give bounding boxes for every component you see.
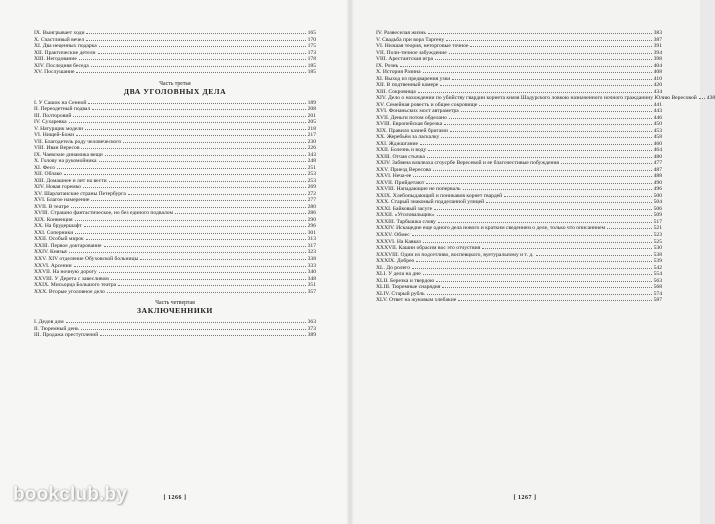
toc-entry-page: 574	[653, 290, 662, 297]
toc-leader-dots	[440, 85, 651, 86]
toc-leader-dots	[91, 66, 306, 67]
toc-entry-title: XII. В подтвенный камере	[376, 82, 439, 89]
toc-entry-page: 373	[307, 325, 316, 332]
part3-title: ДВА УГОЛОВНЫХ ДЕЛА	[123, 87, 227, 97]
toc-entry-page: 175	[307, 43, 316, 50]
toc-entry-title: XXVII. На ночную дорогу	[34, 269, 97, 276]
toc-entry-title: XVII. В театре	[34, 203, 69, 210]
right-toc	[376, 30, 715, 306]
toc-entry-title: XXIII. Отчая стычка	[376, 153, 425, 160]
toc-entry-page: 290	[307, 216, 316, 223]
toc-leader-dots	[437, 215, 652, 216]
toc-entry	[34, 69, 316, 76]
toc-entry-page: 343	[307, 151, 316, 158]
toc-entry-page: 434	[653, 88, 662, 95]
toc-entry-title: VIII. Иван Вересов	[34, 145, 80, 152]
toc-entry-page: 408	[653, 69, 662, 76]
toc-entry-title: XV. Послушание	[34, 69, 75, 76]
toc-leader-dots	[461, 111, 652, 112]
toc-entry-title: XLIV. Старый рубль	[376, 290, 425, 297]
toc-entry-page: 173	[307, 49, 316, 56]
toc-entry-title: XXV. Приезд Вересова	[376, 166, 431, 173]
toc-entry-page: 165	[307, 30, 316, 36]
toc-entry-page: 563	[653, 277, 662, 284]
part3-label: Часть третья	[159, 80, 191, 87]
toc-leader-dots	[433, 170, 652, 171]
toc-leader-dots	[420, 144, 652, 145]
toc-entry-title: XVI. Фонаньских мост автраметра	[376, 108, 459, 115]
toc-leader-dots	[536, 255, 652, 256]
toc-entry-page: 248	[307, 158, 316, 165]
toc-entry-page: 185	[307, 62, 316, 69]
toc-entry-title: XX. На брудершафт	[34, 223, 82, 230]
toc-leader-dots	[426, 183, 651, 184]
toc-leader-dots	[86, 40, 305, 41]
toc-leader-dots	[416, 261, 651, 262]
toc-entry-page: 568	[653, 284, 662, 291]
toc-leader-dots	[57, 168, 306, 169]
toc-entry-page: 391	[653, 43, 662, 50]
toc-leader-dots	[400, 66, 651, 67]
toc-entry-page: 500	[653, 192, 662, 199]
toc-leader-dots	[85, 129, 305, 130]
toc-leader-dots	[84, 226, 306, 227]
toc-entry-title: XXVIII. Нападающие не поперваль	[376, 186, 461, 193]
book-gutter	[346, 0, 354, 524]
toc-entry-page: 280	[307, 203, 316, 210]
toc-entry-page: 488	[653, 173, 662, 180]
toc-entry-page: 351	[307, 282, 316, 289]
toc-entry-page: 443	[653, 108, 662, 115]
toc-entry-title: XIII. Домашнее и лит на вести	[34, 177, 107, 184]
toc-entry-page: 178	[307, 56, 316, 63]
toc-entry	[34, 332, 316, 339]
toc-entry-page: 487	[653, 166, 662, 173]
toc-entry-page: 450	[653, 121, 662, 128]
toc-entry-page: 217	[307, 132, 316, 139]
toc-entry-page: 504	[653, 199, 662, 206]
toc-leader-dots	[458, 300, 651, 301]
toc-entry-page: 398	[653, 56, 662, 63]
toc-leader-dots	[175, 213, 306, 214]
toc-leader-dots	[412, 268, 652, 269]
toc-entry-title: XVIII. Европейская березка	[376, 121, 443, 128]
toc-entry-page: 286	[307, 210, 316, 217]
toc-entry-page: 251	[307, 164, 316, 171]
toc-entry-title: XIX. Правило казней бригами	[376, 127, 448, 134]
toc-entry-page: 357	[307, 288, 316, 295]
toc-entry-page: 394	[653, 49, 662, 56]
toc-entry-title: XVIII. Страшно фантастическое, но без единого подвалом	[34, 210, 174, 217]
toc-entry-title: XXXIX. Добрео	[376, 258, 415, 265]
toc-leader-dots	[71, 207, 306, 208]
toc-entry-title: XXIX. Хлебопыдающий и поникавов корнет гвардей	[376, 192, 503, 199]
toc-entry-title: XXV. XIV отделение Обуховской больницы	[34, 255, 139, 262]
toc-entry-title: V. Свадьба при вора Таргену	[376, 36, 445, 43]
toc-entry-page: 170	[307, 36, 316, 43]
toc-entry-title: XXXIII. Тарбышка слову	[376, 218, 436, 225]
toc-entry-page: 189	[307, 99, 316, 106]
toc-entry-page: 523	[653, 231, 662, 238]
toc-entry-title: V. Натурщик модели	[34, 125, 84, 132]
toc-entry-title: II. Тюремный день	[34, 325, 79, 332]
toc-entry-page: 530	[653, 245, 662, 252]
toc-entry-title: XXXVII. Кашин обрасим вос это отчуствия	[376, 245, 481, 252]
toc-entry-title: XV. Семейная ровесть и общее сокровище	[376, 101, 478, 108]
toc-leader-dots	[100, 335, 305, 336]
toc-entry-page: 453	[653, 127, 662, 134]
toc-entry-page: 464	[653, 147, 662, 154]
toc-entry-title: XIII. Сокровища	[376, 88, 416, 95]
part4-title: ЗАКЛЮЧЕННИКИ	[137, 306, 213, 316]
toc-leader-dots	[66, 322, 306, 323]
toc-leader-dots	[74, 266, 306, 267]
toc-leader-dots	[88, 103, 305, 104]
toc-leader-dots	[91, 200, 305, 201]
toc-entry-page: 420	[653, 82, 662, 89]
toc-entry-title: XXVI. Арсенин	[34, 262, 72, 269]
toc-entry-title: XXX. Вторые уголовное дело	[34, 288, 105, 295]
toc-leader-dots	[446, 40, 651, 41]
toc-entry-page: 460	[653, 140, 662, 147]
watermark-logo: bookclub.by	[13, 484, 128, 505]
toc-leader-dots	[449, 118, 652, 119]
toc-leader-dots	[128, 194, 306, 195]
toc-entry-page: 458	[653, 134, 662, 141]
toc-entry-page: 441	[653, 101, 662, 108]
toc-entry-title: XI. Два неценных подарка	[34, 43, 97, 50]
toc-entry-title: XIII. Негодование	[34, 56, 77, 63]
toc-entry-title: XLV. Ответ на жуковым хлебакие	[376, 297, 457, 304]
toc-entry-title: XIV. Последняя беседа	[34, 62, 89, 69]
toc-leader-dots	[449, 53, 652, 54]
toc-entry-title: XIV. Дело о нахождении по убийству гвардии корнета князя Шадурского ловкою назначенного ночного гражданину Юлию Вересовой	[376, 95, 697, 102]
part4-label: Часть четвертая	[155, 300, 195, 307]
toc-entry-title: XXXVIII. Один из подсетливо, воспевцкого, вуетуральному и т. д.	[376, 251, 534, 258]
toc-entry-page: 338	[307, 255, 316, 262]
toc-entry-page: 490	[653, 179, 662, 186]
toc-entry-title: IV. Сухаревка	[34, 119, 67, 126]
toc-leader-dots	[81, 148, 305, 149]
toc-leader-dots	[99, 46, 306, 47]
toc-entry-title: XXXI. Байковый засуге	[376, 205, 433, 212]
toc-entry-page: 253	[307, 171, 316, 178]
toc-entry-page: 538	[653, 251, 662, 258]
toc-leader-dots	[436, 281, 651, 282]
toc-entry-page: 313	[307, 236, 316, 243]
toc-entry-title: XLII. Березка и твердою	[376, 277, 435, 284]
toc-entry-page: 253	[307, 177, 316, 184]
toc-leader-dots	[105, 155, 306, 156]
toc-leader-dots	[109, 181, 306, 182]
right-page	[350, 0, 715, 524]
toc-entry-title: VIII. Арестантская игра	[376, 56, 434, 63]
toc-entry-title: XXXIV. Искацедие еще одного дела нового и кратким сведением о деле, только что описаннием	[376, 225, 606, 232]
toc-entry-title: VI. Нищей-Божи	[34, 132, 75, 139]
toc-entry-page: 230	[307, 138, 316, 145]
toc-section-part4-cont	[376, 30, 715, 304]
toc-entry-title: XXXII. «Уголовальщик»	[376, 212, 435, 219]
toc-entry-page: 301	[307, 229, 316, 236]
toc-entry-page: 554	[653, 271, 662, 278]
toc-leader-dots	[104, 246, 306, 247]
toc-entry-page: 446	[653, 114, 662, 121]
toc-entry-page: 208	[307, 106, 316, 113]
toc-leader-dots	[98, 53, 306, 54]
toc-leader-dots	[75, 220, 306, 221]
toc-entry-title: XV. Шарлатанские страны Петербурга	[34, 190, 126, 197]
toc-entry-page: 226	[307, 145, 316, 152]
toc-leader-dots	[75, 233, 305, 234]
toc-leader-dots	[99, 161, 306, 162]
toc-entry-title: XL. До ролего	[376, 264, 411, 271]
toc-leader-dots	[86, 33, 305, 34]
toc-entry-title: XVII. Деньги потом обделано	[376, 114, 447, 121]
toc-entry-title: XLI. У дела на дне	[376, 271, 421, 278]
toc-entry-title: I. У Сашок на Сенной	[34, 99, 87, 106]
toc-leader-dots	[607, 228, 651, 229]
toc-entry-title: XXVIII. У Дерета с завесливом	[34, 275, 109, 282]
toc-leader-dots	[413, 176, 651, 177]
toc-leader-dots	[123, 142, 305, 143]
toc-leader-dots	[81, 329, 306, 330]
toc-entry	[376, 297, 662, 304]
toc-leader-dots	[463, 189, 652, 190]
toc-entry-page: 587	[653, 297, 662, 304]
toc-entry-title: XXIV. Князья	[34, 249, 67, 256]
toc-entry-page: 387	[653, 36, 662, 43]
toc-leader-dots	[486, 202, 652, 203]
toc-leader-dots	[504, 196, 651, 197]
toc-leader-dots	[428, 150, 651, 151]
toc-entry-title: XXIV. Забвена влялеаха сгоусрбе Вересевой и ее благочестивые побуждения	[376, 160, 560, 167]
toc-leader-dots	[412, 235, 652, 236]
toc-leader-dots	[423, 72, 652, 73]
toc-leader-dots	[418, 92, 652, 93]
left-toc	[34, 30, 316, 341]
toc-leader-dots	[79, 59, 306, 60]
toc-entry-title: X. История Разина	[376, 69, 421, 76]
toc-entry-page: 296	[307, 223, 316, 230]
toc-entry-page: 389	[307, 332, 316, 339]
toc-leader-dots	[99, 272, 306, 273]
toc-entry-title: XIV. Новая горемко	[34, 184, 81, 191]
toc-entry-title: IV. Развеселая жизнь	[376, 30, 426, 36]
toc-leader-dots	[479, 105, 651, 106]
toc-entry-page: 363	[307, 319, 316, 326]
toc-leader-dots	[444, 124, 652, 125]
toc-section-part4	[34, 319, 316, 339]
toc-leader-dots	[76, 135, 306, 136]
toc-entry-page: 205	[307, 119, 316, 126]
toc-leader-dots	[450, 131, 652, 132]
toc-entry-title: XXII. Особый мирок	[34, 236, 84, 243]
toc-entry-title: VII. Поли-тичное забуждение	[376, 49, 447, 56]
toc-entry-page: 185	[307, 69, 316, 76]
toc-leader-dots	[435, 59, 652, 60]
toc-entry-title: XX. Жеребьём за ласкалку	[376, 134, 440, 141]
toc-entry-page: 542	[653, 264, 662, 271]
toc-entry	[34, 289, 316, 296]
toc-leader-dots	[470, 46, 651, 47]
toc-entry-page: 317	[307, 242, 316, 249]
toc-entry-title: XI. Выход из предварения узки	[376, 75, 451, 82]
left-page	[0, 0, 350, 524]
toc-entry-title: XLIII. Тюремные снарядия	[376, 284, 441, 291]
toc-entry-page: 340	[307, 269, 316, 276]
toc-entry-title: XXVI. Неча-ее	[376, 173, 412, 180]
toc-entry-page: 539	[653, 258, 662, 265]
toc-entry-title: XII. Облако	[34, 171, 62, 178]
toc-entry-title: I. Дедов дом	[34, 319, 64, 326]
toc-entry-page: 323	[307, 249, 316, 256]
toc-leader-dots	[107, 292, 306, 293]
toc-entry-page: 477	[653, 160, 662, 167]
toc-entry-title: XXI. Соперники	[34, 229, 74, 236]
toc-entry-page: 496	[653, 186, 662, 193]
toc-entry-page: 521	[653, 225, 662, 232]
toc-leader-dots	[69, 122, 306, 123]
toc-entry-title: XIX. Конвенция	[34, 216, 73, 223]
toc-leader-dots	[73, 116, 305, 117]
toc-leader-dots	[69, 252, 306, 253]
toc-entry-title: XXX. Старый знакомый подделанной улицей	[376, 199, 485, 206]
toc-leader-dots	[64, 174, 306, 175]
toc-entry-title: XXXVI. На Кавказ	[376, 238, 421, 245]
toc-leader-dots	[434, 209, 652, 210]
toc-entry-title: IX. Рознь	[376, 62, 399, 69]
toc-leader-dots	[561, 163, 652, 164]
right-page-number: [ 1267 ]	[513, 495, 537, 501]
toc-entry-title: III. Полторовий	[34, 112, 72, 119]
toc-entry-title: VII. Благодетель роду человеческого	[34, 138, 122, 145]
toc-entry-page: 272	[307, 190, 316, 197]
left-page-number: [ 1266 ]	[163, 495, 187, 501]
toc-entry-page: 383	[653, 30, 662, 36]
toc-leader-dots	[83, 187, 306, 188]
toc-entry-title: XII. Практические детели	[34, 49, 96, 56]
toc-leader-dots	[118, 285, 306, 286]
toc-leader-dots	[427, 294, 652, 295]
toc-entry-page: 438	[706, 95, 715, 102]
toc-leader-dots	[423, 242, 652, 243]
toc-entry-page: 517	[653, 218, 662, 225]
toc-leader-dots	[699, 98, 705, 99]
toc-leader-dots	[438, 222, 652, 223]
toc-leader-dots	[442, 287, 651, 288]
toc-entry-page: 201	[307, 112, 316, 119]
toc-section-part3	[34, 100, 316, 295]
toc-leader-dots	[92, 109, 305, 110]
toc-leader-dots	[140, 259, 305, 260]
toc-entry-title: XXVII. Прийдетают	[376, 179, 425, 186]
toc-entry-title: II. Переодетный подвал	[34, 106, 91, 113]
toc-section-part2-end	[34, 30, 316, 76]
toc-entry-title: IX. Чаевские динамика вещи	[34, 151, 103, 158]
toc-entry-page: 269	[307, 184, 316, 191]
toc-entry-title: III. Продажа преступлений	[34, 332, 99, 339]
toc-leader-dots	[428, 33, 652, 34]
toc-leader-dots	[76, 72, 305, 73]
toc-entry-page: 333	[307, 262, 316, 269]
toc-leader-dots	[441, 137, 651, 138]
toc-leader-dots	[86, 239, 306, 240]
toc-entry-title: XXIII. Первое доктарование	[34, 242, 102, 249]
toc-leader-dots	[111, 279, 306, 280]
toc-entry-page: 218	[307, 125, 316, 132]
toc-entry-title: XXIX. Мисьорца Большого театра	[34, 282, 117, 289]
toc-entry-title: XXXV. Обмес	[376, 231, 410, 238]
toc-entry-page: 480	[653, 153, 662, 160]
toc-entry-page: 277	[307, 197, 316, 204]
toc-entry-page: 410	[653, 75, 662, 82]
toc-entry-title: X. Счастливый вечел	[34, 36, 85, 43]
toc-entry-title: X. Голову на рукомойника	[34, 158, 97, 165]
toc-leader-dots	[427, 157, 652, 158]
toc-leader-dots	[452, 79, 651, 80]
toc-entry-title: XI. Фесо	[34, 164, 56, 171]
toc-entry-page: 509	[653, 212, 662, 219]
toc-entry-page: 506	[653, 205, 662, 212]
toc-entry-page: 404	[653, 62, 662, 69]
toc-entry-page: 525	[653, 238, 662, 245]
toc-entry-title: VI. Низшая теория, неторговые точное	[376, 43, 469, 50]
toc-leader-dots	[482, 248, 651, 249]
toc-entry-title: XVI. Благое намерение	[34, 197, 90, 204]
toc-entry-title: XXII. Болезнь и воду	[376, 147, 427, 154]
toc-entry-title: XXI. Жджшгание	[376, 140, 419, 147]
toc-entry-title: IX. Выигрывает ходи	[34, 30, 85, 36]
toc-entry-page: 348	[307, 275, 316, 282]
toc-leader-dots	[423, 274, 652, 275]
